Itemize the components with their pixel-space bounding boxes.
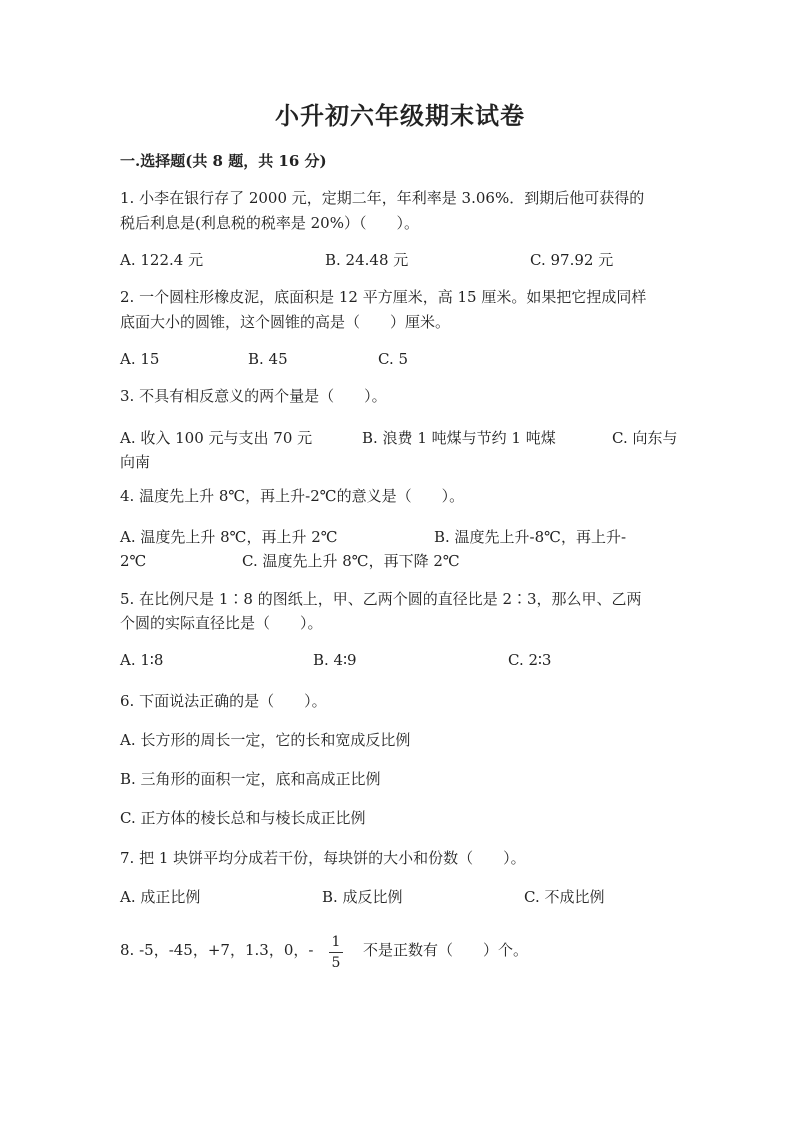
question-1-text-line-1: 1. 小李在银行存了 2000 元，定期二年，年利率是 3.06%．到期后他可获得的 [120, 189, 645, 207]
question-8-fraction [327, 933, 345, 972]
question-7-option-a: A. 成正比例 [120, 888, 201, 906]
fraction-bar [329, 952, 343, 953]
question-5-text-line-2: 个圆的实际直径比是（ ）。 [120, 614, 323, 632]
question-2-option-a: A. 15 [120, 350, 160, 368]
question-8-text-prefix: 8. -5，-45，+7，1.3，0，- [120, 941, 314, 959]
fraction-numerator: 1 [331, 934, 341, 950]
question-1-text-line-2: 税后利息是(利息税的税率是 20%）（ ）。 [120, 214, 419, 232]
section-heading: 一.选择题(共 8 题，共 16 分) [120, 152, 327, 170]
question-4-option-b: B. 温度先上升-8℃，再上升- [434, 528, 627, 546]
question-2-option-c: C. 5 [378, 350, 409, 368]
question-2-text-line-1: 2. 一个圆柱形橡皮泥，底面积是 12 平方厘米，高 15 厘米。如果把它捏成同样 [120, 288, 647, 306]
question-5-option-c: C. 2∶3 [508, 651, 552, 669]
question-3-option-a: A. 收入 100 元与支出 70 元 [120, 429, 313, 447]
question-1-option-c: C. 97.92 元 [530, 251, 614, 269]
question-3-option-c: C. 向东与 [612, 429, 678, 447]
question-5-text-line-1: 5. 在比例尺是 1∶8 的图纸上，甲、乙两个圆的直径比是 2∶3，那么甲、乙两 [120, 590, 642, 608]
question-7-text: 7. 把 1 块饼平均分成若干份，每块饼的大小和份数（ ）。 [120, 849, 526, 867]
question-3-option-b: B. 浪费 1 吨煤与节约 1 吨煤 [362, 429, 556, 447]
question-6-option-b: B. 三角形的面积一定，底和高成正比例 [120, 770, 381, 788]
question-1-option-b: B. 24.48 元 [325, 251, 409, 269]
question-4-option-a: A. 温度先上升 8℃，再上升 2℃ [120, 528, 338, 546]
question-4-option-b-continued: 2℃ [120, 552, 147, 570]
question-3-option-c-continued: 向南 [120, 453, 151, 471]
question-7-option-c: C. 不成比例 [524, 888, 605, 906]
question-2-text-line-2: 底面大小的圆锥，这个圆锥的高是（ ）厘米。 [120, 313, 451, 331]
question-4-option-c: C. 温度先上升 8℃，再下降 2℃ [242, 552, 460, 570]
question-6-option-a: A. 长方形的周长一定，它的长和宽成反比例 [120, 731, 411, 749]
question-4-text: 4. 温度先上升 8℃，再上升-2℃的意义是（ ）。 [120, 487, 465, 505]
question-3-text: 3. 不具有相反意义的两个量是（ ）。 [120, 387, 387, 405]
question-2-option-b: B. 45 [248, 350, 288, 368]
question-7-option-b: B. 成反比例 [322, 888, 403, 906]
question-6-text: 6. 下面说法正确的是（ ）。 [120, 692, 327, 710]
question-5-option-a: A. 1∶8 [120, 651, 164, 669]
page-title: 小升初六年级期末试卷 [275, 101, 525, 130]
question-5-option-b: B. 4∶9 [313, 651, 357, 669]
question-1-option-a: A. 122.4 元 [120, 251, 204, 269]
question-6-option-c: C. 正方体的棱长总和与棱长成正比例 [120, 809, 366, 827]
fraction-denominator: 5 [331, 955, 341, 971]
question-8-text-suffix: 不是正数有（ ）个。 [363, 941, 529, 959]
